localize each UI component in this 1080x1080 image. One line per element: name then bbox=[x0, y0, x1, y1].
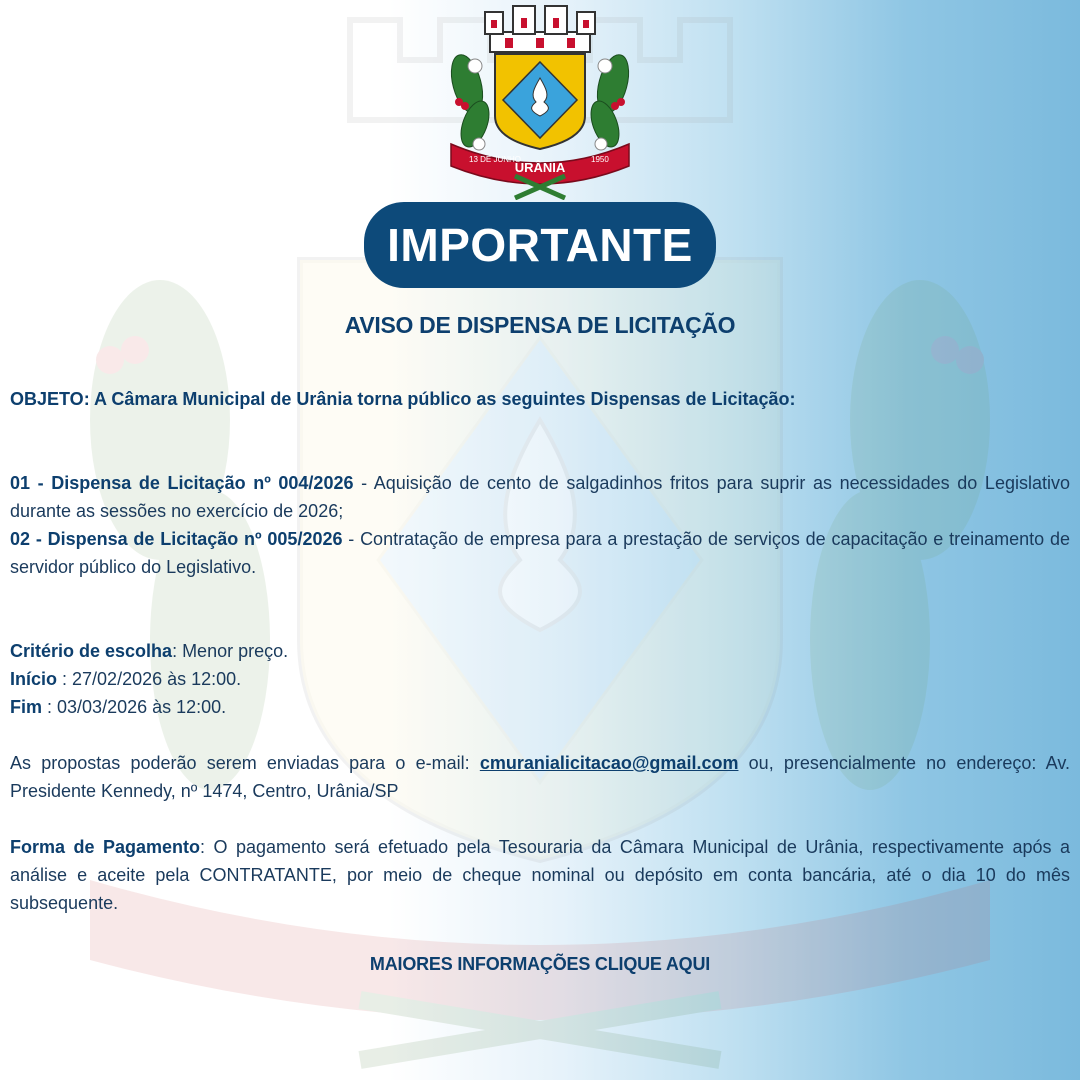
criterio-value: : Menor preço. bbox=[172, 641, 289, 661]
crest-banner-center: URÂNIA bbox=[514, 160, 566, 175]
fim-line bbox=[10, 693, 1070, 721]
inicio-value: : 27/02/2026 às 12:00. bbox=[57, 669, 242, 689]
criterio-line bbox=[10, 637, 1070, 665]
dispensa-item-2 bbox=[10, 525, 1070, 581]
notice-subtitle: AVISO DE DISPENSA DE LICITAÇÃO bbox=[344, 312, 736, 338]
dispensa-item-1 bbox=[10, 469, 1070, 525]
payment-text: : O pagamento será efetuado pela Tesouraria da Câmara Municipal de Urânia, respectivamente após a análise e aceite pela CONTRATANTE, por meio de cheque nominal ou depósito em conta bancária, até o dia 10 do mês subsequente. bbox=[10, 837, 1070, 913]
criterio-label: Critério de escolha bbox=[10, 641, 173, 661]
payment-label: Forma de Pagamento bbox=[10, 837, 201, 857]
criteria-block bbox=[10, 637, 1070, 721]
fim-value: : 03/03/2026 às 12:00. bbox=[42, 697, 227, 717]
payment-paragraph bbox=[10, 833, 1070, 917]
important-badge: IMPORTANTE bbox=[364, 202, 716, 288]
dispensa-item-1-label: 01 - Dispensa de Licitação nº 004/2026 bbox=[10, 473, 354, 493]
proposals-before: As propostas poderão serem enviadas para o e-mail: bbox=[10, 753, 480, 773]
crest-banner-left: 13 DE JUNHO bbox=[469, 155, 522, 164]
objeto-statement: OBJETO: A Câmara Municipal de Urânia torna público as seguintes Dispensas de Licitação: bbox=[10, 389, 796, 409]
more-info-link[interactable]: MAIORES INFORMAÇÕES CLIQUE AQUI bbox=[369, 954, 711, 974]
inicio-label: Início bbox=[10, 669, 58, 689]
email-link[interactable]: cmuranialicitacao@gmail.com bbox=[479, 753, 739, 773]
urania-crest-logo bbox=[445, 4, 635, 200]
dispensa-item-1-text: - Aquisição de cento de salgadinhos fritos para suprir as necessidades do Legislativo durante as sessões no exercício de 2026; bbox=[10, 473, 1070, 521]
fim-label: Fim bbox=[10, 697, 43, 717]
dispensa-item-2-label: 02 - Dispensa de Licitação nº 005/2026 bbox=[10, 529, 343, 549]
proposals-after: ou, presencialmente no endereço: Av. Presidente Kennedy, nº 1474, Centro, Urânia/SP bbox=[10, 753, 1070, 801]
inicio-line bbox=[10, 665, 1070, 693]
crest-banner-right: 1950 bbox=[591, 155, 609, 164]
dispensa-item-2-text: - Contratação de empresa para a prestação de serviços de capacitação e treinamento de servidor público do Legislativo. bbox=[10, 529, 1070, 577]
proposals-paragraph bbox=[10, 749, 1070, 805]
